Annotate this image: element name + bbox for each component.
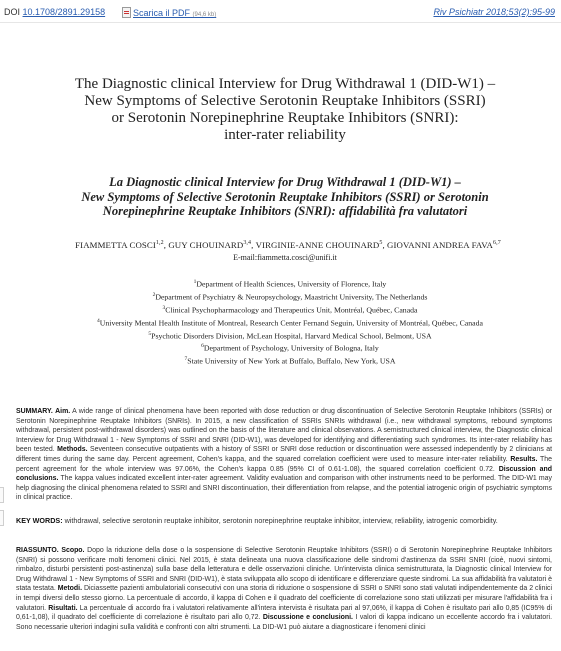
aim-text: A wide range of clinical phenomena have been reported with dose reduction or drug discontinuation of Selective Serotonin Reuptake Inhibitors (SSRIs) or Serotonin Norepinephrine Reuptake Inhibitors (SNRIs). In 2015, a new classification of SSRIs SNRIs withdrawal (i.e., new withdrawal symptoms, rebound symptoms withdrawal, persistent post-withdrawal disorders) was outlined on the basis of the literature and clinical observations. A semistructured clinical interview, the Diagnostic clinical Interview for Drug Withdrawal 1 - New Symptoms of SSRI and SNRI (DID-W1), was developed for identifying and differentiating such syndromes. Its inter-rater reliability has been tested.: [16, 408, 552, 454]
affiliation-item: [40, 277, 540, 290]
metodi-text: Diciassette pazienti ambulatoriali consecutivi con una storia di riduzione o sospensione di SSRI o SNRI sono stati valutati indipendentemente da 2 clinici in tempi diversi dello stesso giorno. La percentuale di accordo, il kappa di Cohen e il quadrato del coefficiente di correlazione sono stati utilizzati per misurare l'affidabilità fra i valutatori.: [16, 585, 552, 612]
scopo-label: Scopo.: [61, 547, 85, 554]
affiliation-text: Psychotic Disorders Division, McLean Hospital, Harvard Medical School, Belmont, USA: [151, 331, 432, 341]
toolbar-divider: [0, 22, 561, 23]
affiliations: [40, 277, 540, 367]
affiliation-item: [40, 290, 540, 303]
english-abstract: [16, 407, 552, 503]
affiliation-item: [40, 341, 540, 354]
risultati-text: La percentuale di accordo fra i valutatori relativamente all'intera intervista è risultata pari al 97,06%, il kappa di Cohen è risultato pari allo 0,85 (IC95% di 0,61-1,08), il quadrato del coefficiente di correlazione è risultato pari allo 0,72.: [16, 604, 552, 622]
affiliation-item: [40, 329, 540, 342]
page-edge-tab: [0, 487, 4, 503]
methods-label: Methods.: [57, 446, 88, 454]
author-name: FIAMMETTA COSCI: [75, 240, 156, 250]
summary-label: SUMMARY.: [16, 408, 53, 415]
author-list: FIAMMETTA COSCI$^{1,2}$, GUY CHOUINARD$^{3,4}$, VIRGINIE-ANNE CHOUINARD$^5$, GIOVANNI ANDREA FAVA$^{6,7}$: [75, 240, 501, 250]
doi-link[interactable]: 10.1708/2891.29158: [22, 7, 106, 17]
affiliation-text: State University of New York at Buffalo, Buffalo, New York, USA: [187, 356, 396, 366]
article-toolbar: [0, 0, 561, 22]
title-line: or Serotonin Norepinephrine Reuptake Inhibitors (SNRI):: [111, 110, 459, 126]
riassunto-label: RIASSUNTO.: [16, 547, 59, 554]
subtitle-line: La Diagnostic clinical Interview for Drug Withdrawal 1 (DID-W1) –: [109, 175, 461, 189]
italian-abstract: [16, 546, 552, 651]
author-name: GUY CHOUINARD: [168, 240, 244, 250]
conclusions-text: The kappa values indicated excellent inter-rater agreement. Validity evaluation and comparison with other instruments need to be performed. The DID-W1 may help diagnosing the clinical phenomena related to SSRI and SNRI discontinuation, their differentiation from relapse, and the potential iatrogenic origin of psychiatric symptoms in clinical practice.: [16, 475, 552, 502]
journal-reference-link[interactable]: Riv Psichiatr 2018;53(2):95-99: [433, 7, 555, 17]
keywords: [16, 516, 556, 525]
page-edge-tab: [0, 510, 4, 526]
affiliation-text: Department of Psychiatry & Neuropsychology, Maastricht University, The Netherlands: [155, 292, 428, 302]
download-pdf-link[interactable]: [122, 7, 216, 18]
subtitle-line: New Symptoms of Selective Serotonin Reuptake Inhibitors (SSRI) or Serotonin: [81, 189, 489, 204]
affiliation-number: 6: [201, 343, 204, 350]
download-pdf-label: Scarica il PDF: [133, 8, 191, 18]
affiliation-text: Department of Health Sciences, University of Florence, Italy: [196, 279, 387, 289]
affiliation-number: 3: [162, 304, 166, 311]
title-line: New Symptoms of Selective Serotonin Reuptake Inhibitors (SSRI): [84, 93, 486, 109]
author-affiliation-mark: 6,7: [493, 240, 501, 247]
author-affiliation-mark: 1,2: [155, 240, 164, 247]
author-affiliation-mark: 5: [379, 240, 383, 247]
affiliation-item: [40, 316, 540, 329]
corresponding-email: E-mail:fiammetta.cosci@unifi.it: [233, 253, 337, 262]
affiliation-number: 5: [148, 330, 152, 337]
title-line: inter-rater reliability: [224, 127, 346, 143]
results-label: Results.: [510, 455, 538, 463]
aim-label: Aim.: [55, 408, 71, 415]
conclusions-label: Discussion and conclusions.: [16, 465, 552, 483]
pdf-size: (94,6 kb): [192, 12, 217, 18]
keywords-text: withdrawal, selective serotonin reuptake inhibitor, serotonin norepinephrine reuptake inhibitor, interview, reliability, iatrogenic comorbidity.: [62, 516, 498, 525]
scopo-text: Dopo la riduzione della dose o la sospensione di Selective Serotonin Reuptake Inhibitors (SSRI) o di Serotonin Norepinephrine Reuptake Inhibitors (SNRI) si possono verificare molti fenomeni clinici. Nel 2015, è stata delineata una nuova classificazione delle sindromi d'astinenza da SSRI SNRI (cioè, nuovi sintomi, rimbalzo, disturbi persistenti post-astinenza) sulla base della letteratura e delle osservazioni cliniche. Un'intervista clinica semistrutturata, la Diagnostic clinical Interview for Drug Withdrawal 1 - New Symptoms of SSRI and SNRI (DID-W1), è stata sviluppata allo scopo di identificare e differenziare queste sindromi. La sua affidabilità fra valutatori è stata testata.: [16, 547, 552, 593]
metodi-label: Metodi.: [57, 585, 82, 593]
affiliation-text: Clinical Psychopharmacology and Therapeutics Unit, Montréal, Québec, Canada: [165, 305, 418, 315]
affiliation-item: [40, 303, 540, 316]
discussione-label: Discussione e conclusioni.: [262, 614, 353, 622]
keywords-label: KEY WORDS:: [16, 516, 63, 525]
subtitle-line: Norepinephrine Reuptake Inhibitors (SNRI): affidabilità fra valutatori: [102, 204, 468, 218]
doi-prefix: DOI: [4, 7, 21, 17]
pdf-file-icon: [122, 7, 131, 18]
affiliation-number: 4: [97, 317, 100, 324]
affiliation-text: Department of Psychology, University of Bologna, Italy: [203, 344, 379, 354]
results-text: The percent agreement for the whole interview was 97.06%, the Cohen's kappa 0.85 (95% CI of 0.61-1.08), the squared correlation coefficient 0.72.: [16, 455, 552, 473]
affiliation-item: [40, 354, 540, 367]
title-line: The Diagnostic clinical Interview for Drug Withdrawal 1 (DID-W1) –: [74, 76, 496, 92]
risultati-label: Risultati.: [48, 604, 78, 612]
discussione-text: I valori di kappa indicano un eccellente accordo fra i valutatori. Sono necessarie ulteriori indagini sulla validità e confronti con altri strumenti. La DID-W1 può aiutare a diagnosticare i fenomeni clinici: [16, 614, 552, 631]
author-name: GIOVANNI ANDREA FAVA: [387, 240, 493, 250]
article-subtitle-italian: [40, 175, 530, 219]
methods-text: Seventeen consecutive outpatients with a history of SSRI or SNRI dose reduction or discontinuation were assessed independently by 2 clinicians at different times during the same day. Percent agreement, Cohen's kappa, and the squared correlation coefficient were used to measure inter-rater reliability.: [16, 446, 552, 463]
doi-line: [4, 7, 105, 17]
author-affiliation-mark: 3,4: [243, 240, 252, 247]
affiliation-number: 1: [193, 279, 197, 285]
author-name: VIRGINIE-ANNE CHOUINARD: [255, 240, 380, 250]
affiliation-text: University Mental Health Institute of Montreal, Research Center Fernand Seguin, University of Montréal, Québec, Canada: [99, 318, 483, 328]
affiliation-number: 7: [184, 356, 188, 363]
affiliation-number: 2: [152, 291, 156, 298]
article-title: [40, 76, 530, 144]
